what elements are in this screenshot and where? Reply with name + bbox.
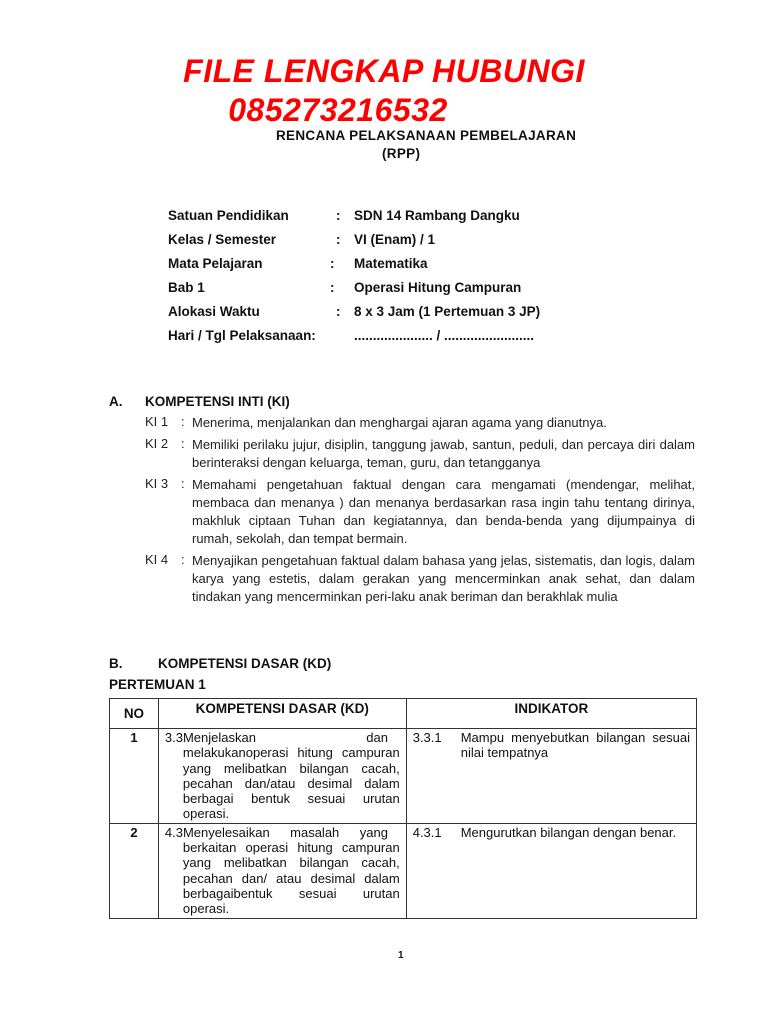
- identity-value: Matematika: [354, 256, 428, 271]
- identity-value: 8 x 3 Jam (1 Pertemuan 3 JP): [354, 304, 541, 319]
- identity-label: Alokasi Waktu: [168, 304, 260, 319]
- ki-item: [145, 436, 695, 472]
- ki-item: [145, 476, 695, 548]
- identity-value: SDN 14 Rambang Dangku: [354, 208, 520, 223]
- identity-value: Operasi Hitung Campuran: [354, 280, 522, 295]
- colon: :: [330, 280, 335, 295]
- kd-code: 4.3: [164, 824, 183, 840]
- kd-table: [109, 698, 697, 919]
- header-indicator: INDIKATOR: [406, 699, 696, 729]
- indicator-cell: [406, 823, 696, 918]
- colon: :: [181, 414, 185, 429]
- ki-code: KI 1: [145, 414, 169, 429]
- colon: :: [336, 208, 341, 223]
- colon: :: [330, 256, 335, 271]
- ki-text: Memiliki perilaku jujur, disiplin, tanggung jawab, santun, peduli, dan percaya diri dalam berinteraksi dengan keluarga, teman, guru, dan tetangganya: [192, 437, 695, 470]
- identity-label: Kelas / Semester: [168, 232, 277, 247]
- kd-first-text: Menyelesaikan masalah yang: [182, 824, 388, 840]
- kd-first-text: Menjelaskan dan: [182, 730, 388, 745]
- identity-value: ..................... / ........................: [354, 328, 535, 343]
- kd-text: melakukanoperasi hitung campuran yang melibatkan bilangan cacah, pecahan dan/atau desimal dalam berbagai bentuk sesuai urutan operasi.: [182, 745, 400, 822]
- kd-first-line: [165, 730, 400, 745]
- row-number: 2: [110, 823, 159, 918]
- ki-code: KI 3: [145, 476, 169, 491]
- identity-value: VI (Enam) / 1: [354, 232, 436, 247]
- document-title-abbr: (RPP): [382, 146, 421, 161]
- ki-code: KI 4: [145, 552, 169, 567]
- kd-cell: [158, 823, 406, 918]
- meeting-label: PERTEMUAN 1: [109, 677, 206, 692]
- colon: :: [336, 304, 341, 319]
- kd-cell: [158, 729, 406, 824]
- indicator-text: Mengurutkan bilangan dengan benar.: [460, 824, 677, 840]
- section-b-letter: B.: [109, 656, 123, 671]
- identity-label: Bab 1: [168, 280, 205, 295]
- ki-code: KI 2: [145, 436, 169, 451]
- colon: :: [181, 476, 185, 491]
- table-row: [110, 729, 697, 824]
- section-a-letter: A.: [109, 394, 123, 409]
- row-number: 1: [110, 729, 159, 824]
- headline-contact: FILE LENGKAP HUBUNGI: [183, 53, 585, 89]
- identity-label: Mata Pelajaran: [168, 256, 263, 271]
- colon: :: [181, 436, 185, 451]
- ki-item: [145, 552, 695, 606]
- identity-label: Hari / Tgl Pelaksanaan:: [168, 328, 316, 343]
- headline-phone: 085273216532: [228, 92, 448, 128]
- colon: :: [181, 552, 185, 567]
- header-kd: KOMPETENSI DASAR (KD): [158, 699, 406, 729]
- kd-text: berkaitan operasi hitung campuran yang melibatkan bilangan cacah, pecahan dan/ atau desimal dalam berbagaibentuk sesuai urutan operasi.: [182, 840, 400, 917]
- ki-text: Memahami pengetahuan faktual dengan cara mengamati (mendengar, melihat, membaca dan menanya ) dan menanya berdasarkan rasa ingin tahu tentang dirinya, makhluk ciptaan Tuhan dan kegiatannya, dan benda-benda yang dijumpainya di rumah, sekolah, dan tempat bermain.: [192, 477, 695, 546]
- indicator-text: Mampu menyebutkan bilangan sesuai nilai tempatnya: [460, 730, 690, 761]
- ki-list: [145, 414, 695, 610]
- colon: :: [336, 232, 341, 247]
- section-a-title: KOMPETENSI INTI (KI): [145, 394, 290, 409]
- kd-code: 3.3: [164, 730, 183, 745]
- kd-first-line: [165, 825, 400, 840]
- ki-text: Menerima, menjalankan dan menghargai ajaran agama yang dianutnya.: [192, 415, 607, 430]
- indicator-cell: [406, 729, 696, 824]
- table-header-row: [110, 699, 697, 729]
- document-title: RENCANA PELAKSANAAN PEMBELAJARAN: [276, 128, 577, 143]
- identity-label: Satuan Pendidikan: [168, 208, 289, 223]
- ki-item: [145, 414, 695, 432]
- indicator-code: 3.3.1: [412, 730, 442, 745]
- ki-text: Menyajikan pengetahuan faktual dalam bahasa yang jelas, sistematis, dan logis, dalam karya yang estetis, dalam gerakan yang mencerminkan anak sehat, dan dalam tindakan yang mencerminkan peri-laku anak beriman dan berakhlak mulia: [192, 553, 695, 604]
- table-row: [110, 823, 697, 918]
- indicator-code: 4.3.1: [412, 824, 442, 840]
- header-no: NO: [110, 699, 159, 729]
- section-b-title: KOMPETENSI DASAR (KD): [158, 656, 332, 671]
- page-number: 1: [398, 950, 404, 961]
